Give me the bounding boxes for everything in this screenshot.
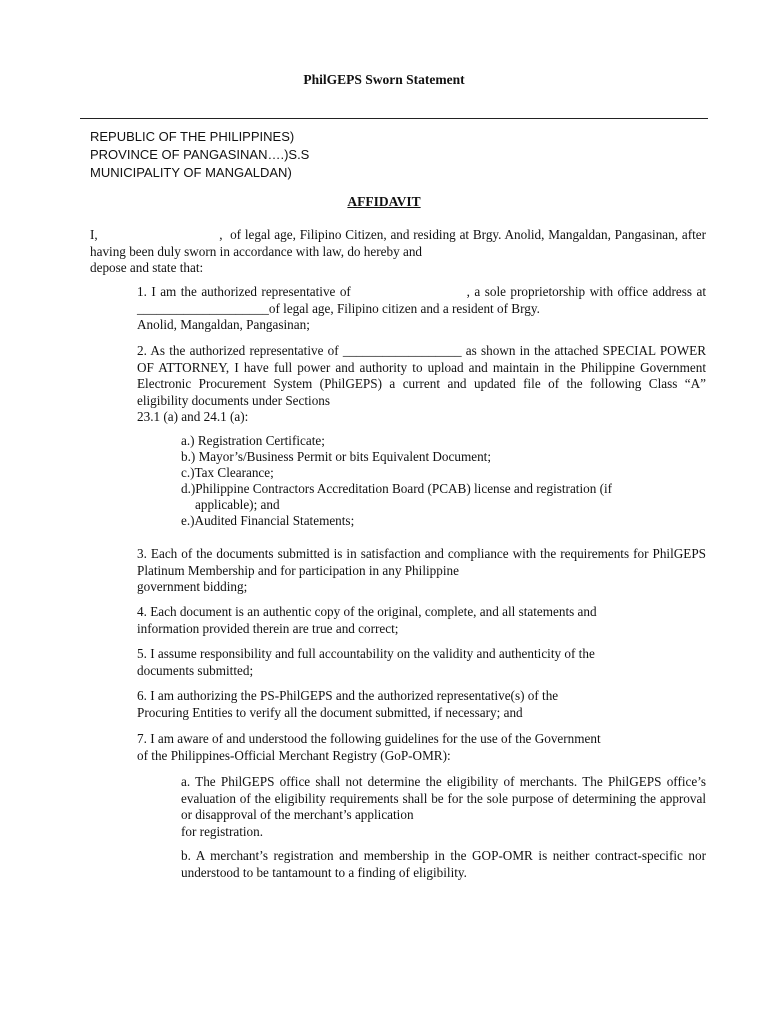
venue-line: PROVINCE OF PANGASINAN….)S.S <box>90 147 310 162</box>
paragraph-line: Mangaldan, Pangasinan, after having been duly sworn in accordance with law, do hereby and <box>90 227 706 259</box>
list-item: a.) Registration Certificate; <box>181 433 325 448</box>
paragraph-line: SPECIAL POWER OF ATTORNEY, I have full power and authority to upload and <box>137 343 706 375</box>
title-rule <box>80 118 708 119</box>
paragraph-line: contract-specific nor understood to be tantamount to a finding of eligibility. <box>181 848 706 880</box>
paragraph-line: a. The PhilGEPS office shall not determine the eligibility of merchants. The <box>181 774 603 789</box>
paragraph-line: government bidding; <box>137 579 248 594</box>
list-item: c.)Tax Clearance; <box>181 465 274 480</box>
paragraph-line: 4. Each document is an authentic copy of the original, complete, and all statements and <box>137 604 597 619</box>
paragraph-line: 5. I assume responsibility and full accountability on the validity and authenticity of the <box>137 646 595 661</box>
paragraph-line: maintain in the Philippine Government Electronic Procurement System (PhilGEPS) a <box>137 359 706 391</box>
paragraph-line: requirements for PhilGEPS Platinum Membership and for participation in any Philippine <box>137 546 707 578</box>
paragraph-line: 1. I am the authorized representative of , a sole proprietorship with office <box>137 284 648 299</box>
paragraph-line: current and updated file of the following Class “A” eligibility documents under Sections <box>137 376 707 408</box>
statement-item-5 <box>137 646 706 679</box>
statement-item-7 <box>137 731 706 764</box>
paragraph-line: purpose of determining the approval or disapproval of the merchant’s application <box>181 790 707 822</box>
paragraph-line: PhilGEPS office’s evaluation of the eligibility requirements shall be for the sole <box>181 774 707 806</box>
paragraph-line: I, , of legal age, Filipino Citizen, and residing at Brgy. Anolid, <box>90 227 545 242</box>
paragraph-line: 23.1 (a) and 24.1 (a): <box>137 409 249 424</box>
paragraph-line: information provided therein are true and correct; <box>137 620 399 636</box>
list-item: e.)Audited Financial Statements; <box>181 513 355 528</box>
paragraph-line: 2. As the authorized representative of __________________ as shown in the attached <box>137 343 599 358</box>
statement-item-1 <box>137 284 706 334</box>
paragraph-line: for registration. <box>181 823 264 839</box>
eligibility-documents-list <box>181 433 701 529</box>
venue-line: REPUBLIC OF THE PHILIPPINES) <box>90 129 295 144</box>
list-item: d.)Philippine Contractors Accreditation Board (PCAB) license and registration (if <box>181 481 613 496</box>
venue-line: MUNICIPALITY OF MANGALDAN) <box>90 165 292 180</box>
paragraph-line: 6. I am authorizing the PS-PhilGEPS and the authorized representative(s) of the <box>137 688 559 703</box>
paragraph-line: address at ____________________of legal age, Filipino citizen and a resident of Brgy. <box>137 284 706 316</box>
paragraph-line: Procuring Entities to verify all the document submitted, if necessary; and <box>137 704 523 720</box>
paragraph-line: documents submitted; <box>137 662 254 678</box>
paragraph-line: of the Philippines-Official Merchant Registry (GoP-OMR): <box>137 747 451 763</box>
paragraph-line: 7. I am aware of and understood the following guidelines for the use of the Government <box>137 731 601 746</box>
guideline-b <box>181 848 706 881</box>
list-item-continuation: applicable); and <box>195 497 280 512</box>
statement-item-4 <box>137 604 706 637</box>
document-title: PhilGEPS Sworn Statement <box>303 72 465 87</box>
list-item: b.) Mayor’s/Business Permit or bits Equivalent Document; <box>181 449 491 464</box>
statement-item-3 <box>137 546 706 596</box>
paragraph-line: b. A merchant’s registration and membership in the GOP-OMR is neither <box>181 848 590 863</box>
affidavit-heading: AFFIDAVIT <box>347 194 421 209</box>
intro-paragraph <box>90 227 706 277</box>
guideline-a <box>181 774 706 840</box>
paragraph-line: Anolid, Mangaldan, Pangasinan; <box>137 317 310 332</box>
statement-item-6 <box>137 688 706 721</box>
venue-block <box>90 128 650 182</box>
paragraph-line: depose and state that: <box>90 260 204 275</box>
statement-item-2 <box>137 343 706 426</box>
paragraph-line: 3. Each of the documents submitted is in satisfaction and compliance with the <box>137 546 557 561</box>
